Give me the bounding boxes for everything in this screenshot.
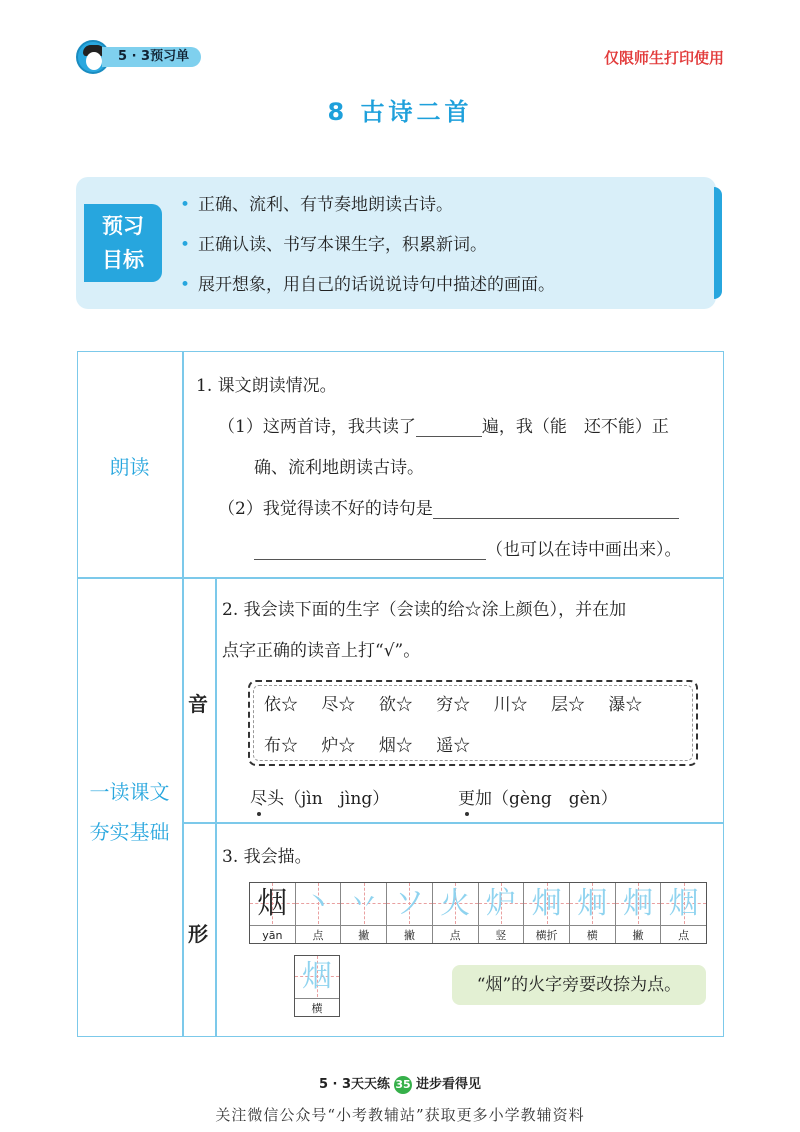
stroke-cell[interactable] [387,883,433,943]
stroke-cell[interactable] [479,883,525,943]
question-1-1-cont: 确、流利地朗读古诗。 [254,458,424,478]
stroke-char: 火 [440,886,471,921]
stroke-char: 烟 [257,886,288,921]
promo-line: 关注微信公众号“小考教辅站”获取更多小学教辅资料 [215,1106,585,1124]
char-star[interactable]: 炉☆ [321,736,356,756]
restriction-notice: 仅限师生打印使用 [603,49,724,67]
stroke-label: 撇 [387,925,432,945]
bullet-icon: • [180,235,191,255]
difficult-verse-blank[interactable] [433,518,679,519]
goal-item: • 正确、流利、有节奏地朗读古诗。 [180,195,454,215]
stroke-cell[interactable] [341,883,387,943]
practice-char: 烟 [302,959,332,994]
practice-stroke-label: 横 [295,998,339,1018]
category-basics: 一读课文 夯实基础 [89,780,170,844]
stroke-char: 烟 [668,886,699,921]
goals-tag-line2: 目标 [102,248,144,272]
question-2-cont: 点字正确的读音上打“√”。 [222,641,421,661]
char-star[interactable]: 欲☆ [378,695,413,715]
char-star[interactable]: 穷☆ [436,695,471,715]
stroke-label: 点 [296,925,341,945]
sound-label: 音 [188,692,208,716]
difficult-verse-blank-2[interactable] [254,559,486,560]
page-title: 8 古诗二首 [327,98,473,126]
question-2: 2. 我会读下面的生字（会读的给☆涂上颜色），并在加 [222,600,627,620]
stroke-char: 炉 [485,886,516,921]
pinyin-choice-1[interactable]: 尽头（jìn jìng） [250,784,389,809]
stroke-char: 丷 [348,886,379,921]
category-reading: 朗读 [109,455,150,479]
stroke-label: 撇 [341,925,386,945]
stroke-label: 撇 [616,925,661,945]
stroke-label: 竖 [479,925,524,945]
goals-panel [76,177,716,309]
char-star[interactable]: 层☆ [551,695,586,715]
stroke-char: ソ [394,886,425,921]
stroke-cell[interactable] [296,883,342,943]
row-divider [182,822,724,824]
char-row-1 [264,690,642,715]
question-1-2-cont: （也可以在诗中画出来）。 [254,535,682,560]
stroke-cell[interactable] [433,883,479,943]
char-star[interactable]: 布☆ [264,736,298,756]
page-footer: 5 · 3天天练 35 进步看得见 [318,1077,482,1092]
goal-item: • 正确认读、书写本课生字，积累新词。 [180,235,488,255]
writing-tip: “烟”的火字旁要改捺为点。 [452,965,706,1005]
char-star[interactable]: 尽☆ [321,695,356,715]
question-3: 3. 我会描。 [222,847,312,867]
goals-list [180,185,555,305]
stroke-label: yān [250,925,295,945]
stroke-label: 横 [570,925,615,945]
bullet-icon: • [180,195,191,215]
char-row-2 [264,731,470,756]
practice-cell[interactable] [294,955,340,1017]
stroke-char: 炯 [622,886,653,921]
shape-label: 形 [188,922,208,946]
stroke-cell[interactable] [661,883,706,943]
char-star[interactable]: 瀑☆ [608,695,643,715]
stroke-cell[interactable] [616,883,662,943]
goals-tag [84,204,162,282]
stroke-order-grid [249,882,707,944]
stroke-label: 点 [433,925,478,945]
stroke-char: 炯 [577,886,608,921]
char-star[interactable]: 烟☆ [378,736,413,756]
question-1: 1. 课文朗读情况。 [196,376,337,396]
stroke-label: 点 [661,925,706,945]
bullet-icon: • [180,275,191,295]
goals-tag-line1: 预习 [102,214,144,238]
series-label: 5 · 3预习单 [102,47,201,67]
question-1-2: （2）我觉得读不好的诗句是 [218,494,679,519]
char-star[interactable]: 川☆ [493,695,528,715]
stroke-cell[interactable] [524,883,570,943]
column-divider [215,577,217,1037]
stroke-label: 横折 [524,925,569,945]
stroke-cell[interactable] [570,883,616,943]
page-number: 35 [394,1076,412,1094]
column-divider [182,351,184,1037]
char-star[interactable]: 依☆ [264,695,298,715]
stroke-char: 炯 [531,886,562,921]
stroke-char: 丶 [303,886,334,921]
goal-item: • 展开想象，用自己的话说说诗句中描述的画面。 [180,275,556,295]
goals-edge-decoration [714,187,722,299]
char-star[interactable]: 遥☆ [436,736,471,756]
times-read-blank[interactable] [416,436,482,437]
row-divider [77,577,724,579]
stroke-cell[interactable] [250,883,296,943]
question-1-1: （1）这两首诗，我共读了 遍，我（能 还不能）正 [218,417,669,437]
pinyin-choice-2[interactable]: 更加（gèng gèn） [458,784,618,809]
